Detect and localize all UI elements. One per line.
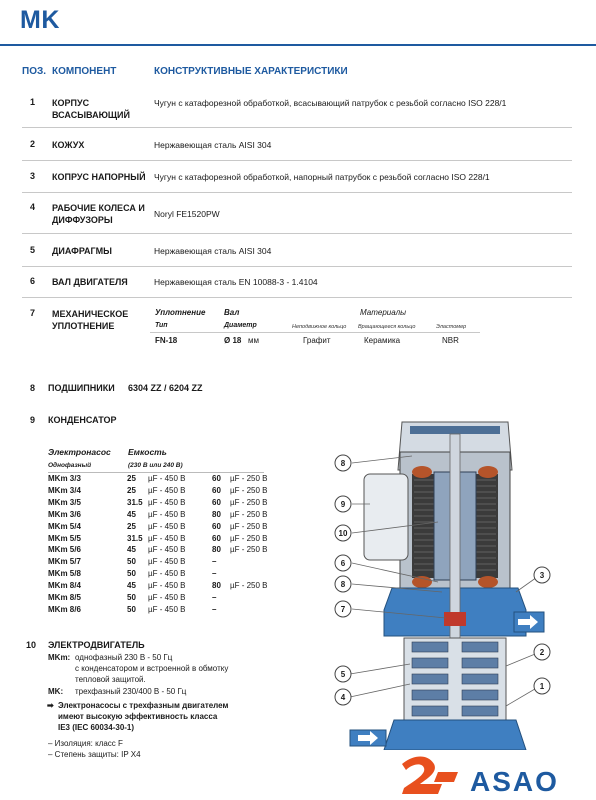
capacitor-model: MKm 5/8 — [48, 569, 81, 579]
capacitor-value-450: 25 — [127, 485, 136, 495]
callout-label: 8 — [340, 580, 346, 589]
capacitor-value-450: 50 — [127, 569, 136, 579]
motor-mk-line1: трехфазный 230/400 В - 50 Гц — [75, 687, 187, 696]
seal-fixed-ring: Графит — [303, 336, 331, 345]
callout-label: 3 — [539, 571, 545, 580]
callout-label: 9 — [340, 500, 346, 509]
motor-label: ЭЛЕКТРОДВИГАТЕЛЬ — [48, 640, 145, 650]
row-number: 1 — [30, 97, 36, 107]
capacitor-row — [48, 497, 278, 509]
seal-type: FN-18 — [155, 336, 178, 345]
row-component: КОЖУХ — [52, 140, 85, 150]
capacitor-row — [48, 556, 278, 568]
capacitor-value-450: 25 — [127, 474, 136, 483]
row-description: Нержавеющая сталь AISI 304 — [154, 140, 272, 150]
motor-mkm-label: MKm: — [48, 653, 71, 662]
asao-logo-icon — [398, 752, 470, 798]
capacitor-value-250: 80 — [212, 509, 221, 519]
seal-sub-type: Тип — [155, 322, 168, 329]
motor-insulation: – Изоляция: класс F — [48, 739, 123, 748]
capacitor-col-pump: Электронасос — [48, 447, 111, 457]
row-description: Чугун с катафорезной обработкой, напорный патрубок с резьбой согласно ISO 228/1 — [154, 172, 490, 182]
motor-note-line2: имеют высокую эффективность класса — [58, 712, 218, 721]
capacitor-row — [48, 592, 278, 604]
seal-elastomer: NBR — [442, 336, 459, 345]
seal-rotating-ring: Керамика — [364, 336, 401, 345]
capacitor-unit-450: µF - 450 В — [148, 593, 186, 603]
capacitor-number: 9 — [30, 415, 36, 425]
capacitor-value-450: 45 — [127, 509, 136, 519]
header-component: КОМПОНЕНТ — [52, 66, 117, 77]
callout-label: 2 — [539, 648, 545, 657]
capacitor-model: MKm 5/6 — [48, 545, 81, 555]
bearings-value: 6304 ZZ / 6204 ZZ — [128, 383, 203, 393]
mechanical-seal — [444, 612, 466, 626]
capacitor-unit-250: µF - 250 В — [230, 545, 268, 555]
header-poz: ПОЗ. — [22, 66, 47, 77]
capacitor-model: MKm 5/7 — [48, 557, 81, 567]
row-divider — [22, 127, 572, 128]
capacitor-unit-250: µF - 250 В — [230, 474, 268, 483]
capacitor-row — [48, 485, 278, 497]
seal-sub-rotating: Вращающееся кольцо — [358, 324, 416, 330]
winding-head — [478, 466, 498, 478]
row-component: КОРПУС ВСАСЫВАЮЩИЙ — [52, 98, 130, 120]
capacitor-model: MKm 8/6 — [48, 604, 81, 614]
seal-sub-fixed: Неподвижное кольцо — [292, 324, 347, 330]
callout-label: 10 — [338, 529, 348, 538]
seal-col-seal: Уплотнение — [155, 308, 206, 317]
capacitor-model: MKm 3/4 — [48, 485, 81, 495]
row-description: Чугун с катафорезной обработкой, всасывающий патрубок с резьбой согласно ISO 228/1 — [154, 98, 507, 108]
capacitor-value-450: 45 — [127, 545, 136, 555]
title-rule — [0, 44, 596, 46]
motor-note-line1: Электронасосы с трехфазным двигателем — [58, 701, 229, 710]
row-number: 5 — [30, 245, 36, 255]
capacitor-table — [48, 473, 278, 616]
capacitor-value-450: 50 — [127, 604, 136, 614]
row-component: ВАЛ ДВИГАТЕЛЯ — [52, 277, 128, 287]
capacitor-unit-250 — [230, 568, 278, 580]
page-title: MK — [20, 6, 60, 34]
capacitor-value-250: 80 — [212, 581, 221, 591]
motor-mk-label: MK: — [48, 687, 64, 696]
capacitor-value-250: – — [212, 569, 217, 579]
bearings-number: 8 — [30, 383, 36, 393]
motor-protection: – Степень защиты: IP X4 — [48, 750, 141, 759]
row-component: КОПРУС НАПОРНЫЙ — [52, 172, 146, 182]
row-divider — [22, 160, 572, 161]
logo-text: ASAO — [470, 766, 559, 797]
capacitor-value-450: 45 — [127, 581, 136, 591]
row-number: 6 — [30, 276, 36, 286]
capacitor-value-450: 50 — [127, 557, 136, 567]
capacitor-unit-250: µF - 250 В — [230, 533, 268, 543]
capacitor-row — [48, 509, 278, 521]
capacitor-value-250: 80 — [212, 545, 221, 555]
capacitor-model: MKm 8/4 — [48, 581, 81, 591]
capacitor-row — [48, 604, 278, 616]
capacitor-unit-250: µF - 250 В — [230, 497, 268, 507]
capacitor-unit-450: µF - 450 В — [148, 509, 186, 519]
capacitor-model: MKm 5/4 — [48, 521, 81, 531]
seal-sub-diameter: Диаметр — [224, 322, 257, 329]
capacitor-unit-450: µF - 450 В — [148, 497, 186, 507]
capacitor-unit-450: µF - 450 В — [148, 569, 186, 579]
capacitor-box — [364, 474, 408, 560]
row-divider — [22, 233, 572, 234]
row-number: 3 — [30, 171, 36, 181]
seal-divider — [150, 332, 480, 333]
winding-head — [412, 466, 432, 478]
fan-cover-top — [410, 426, 500, 434]
callout-label: 1 — [539, 682, 545, 691]
capacitor-unit-450: µF - 450 В — [148, 581, 186, 591]
motor-note-line3: IE3 (IEC 60034-30-1) — [58, 723, 135, 732]
capacitor-value-450: 31.5 — [127, 533, 143, 543]
callout-label: 6 — [340, 559, 346, 568]
row-description: Нержавеющая сталь AISI 304 — [154, 246, 272, 256]
capacitor-unit-250 — [230, 604, 278, 616]
seal-col-shaft: Вал — [224, 308, 240, 317]
capacitor-unit-450: µF - 450 В — [148, 557, 186, 567]
row-number: 4 — [30, 202, 36, 212]
row-description: Noryl FE1520PW — [154, 209, 220, 219]
suction-casing — [384, 720, 526, 750]
capacitor-label: КОНДЕНСАТОР — [48, 415, 117, 425]
capacitor-unit-250: µF - 250 В — [230, 521, 268, 531]
capacitor-unit-450: µF - 450 В — [148, 604, 186, 614]
capacitor-unit-450: µF - 450 В — [148, 545, 186, 555]
row-component: МЕХАНИЧЕСКОЕ УПЛОТНЕНИЕ — [52, 309, 129, 331]
motor-number: 10 — [26, 640, 37, 650]
seal-sub-elastomer: Эластомер — [436, 324, 467, 330]
capacitor-value-250: 60 — [212, 474, 221, 483]
seal-diameter: Ø 18 — [224, 336, 242, 345]
capacitor-model: MKm 3/3 — [48, 474, 81, 483]
row-divider — [22, 297, 572, 298]
capacitor-value-250: – — [212, 557, 217, 567]
header-characteristics: КОНСТРУКТИВНЫЕ ХАРАКТЕРИСТИКИ — [154, 66, 348, 77]
callout-label: 7 — [340, 605, 346, 614]
capacitor-unit-250: µF - 250 В — [230, 581, 268, 591]
capacitor-col-capacity: Емкость — [128, 447, 167, 457]
row-component: РАБОЧИЕ КОЛЕСА И ДИФФУЗОРЫ — [52, 203, 145, 225]
capacitor-row — [48, 521, 278, 533]
capacitor-unit-250: µF - 250 В — [230, 485, 268, 495]
row-divider — [22, 192, 572, 193]
capacitor-unit-450: µF - 450 В — [148, 485, 186, 495]
capacitor-model: MKm 3/5 — [48, 497, 81, 507]
capacitor-value-250: 60 — [212, 533, 221, 543]
capacitor-value-250: 60 — [212, 497, 221, 507]
winding-head — [478, 576, 498, 588]
capacitor-row — [48, 544, 278, 556]
capacitor-row — [48, 568, 278, 580]
callout-label: 8 — [340, 459, 346, 468]
capacitor-value-250: – — [212, 604, 217, 614]
capacitor-unit-250: µF - 250 В — [230, 509, 268, 519]
pump-cutaway-diagram — [330, 412, 570, 750]
capacitor-unit-250 — [230, 556, 278, 568]
capacitor-row — [48, 473, 278, 485]
seal-diameter-unit: мм — [248, 336, 259, 345]
motor-mkm-line2: с конденсатором и встроенной в обмотку — [75, 664, 229, 673]
capacitor-value-450: 31.5 — [127, 497, 143, 507]
capacitor-value-450: 25 — [127, 521, 136, 531]
capacitor-sub-single: Однофазный — [48, 462, 92, 469]
capacitor-value-250: – — [212, 593, 217, 603]
row-component: ДИАФРАГМЫ — [52, 246, 112, 256]
row-divider — [22, 266, 572, 267]
capacitor-row — [48, 580, 278, 592]
winding-head — [412, 576, 432, 588]
capacitor-sub-voltage: (230 В или 240 В) — [128, 462, 183, 469]
capacitor-unit-450: µF - 450 В — [148, 521, 186, 531]
capacitor-model: MKm 5/5 — [48, 533, 81, 543]
capacitor-unit-250 — [230, 592, 278, 604]
motor-mkm-line1: однофазный 230 В - 50 Гц — [75, 653, 173, 662]
row-number: 2 — [30, 139, 36, 149]
capacitor-value-450: 50 — [127, 593, 136, 603]
callout-label: 4 — [340, 693, 346, 702]
capacitor-value-250: 60 — [212, 485, 221, 495]
row-description: Нержавеющая сталь EN 10088-3 - 1.4104 — [154, 277, 318, 287]
arrow-icon: ➡ — [47, 701, 54, 710]
capacitor-unit-450: µF - 450 В — [148, 474, 186, 483]
capacitor-value-250: 60 — [212, 521, 221, 531]
row-number: 7 — [30, 308, 36, 318]
capacitor-row — [48, 533, 278, 545]
bearings-label: ПОДШИПНИКИ — [48, 383, 115, 393]
capacitor-model: MKm 8/5 — [48, 593, 81, 603]
callout-label: 5 — [340, 670, 346, 679]
capacitor-model: MKm 3/6 — [48, 509, 81, 519]
seal-col-materials: Материалы — [360, 308, 406, 317]
capacitor-unit-450: µF - 450 В — [148, 533, 186, 543]
motor-mkm-line3: тепловой защитой. — [75, 675, 146, 684]
